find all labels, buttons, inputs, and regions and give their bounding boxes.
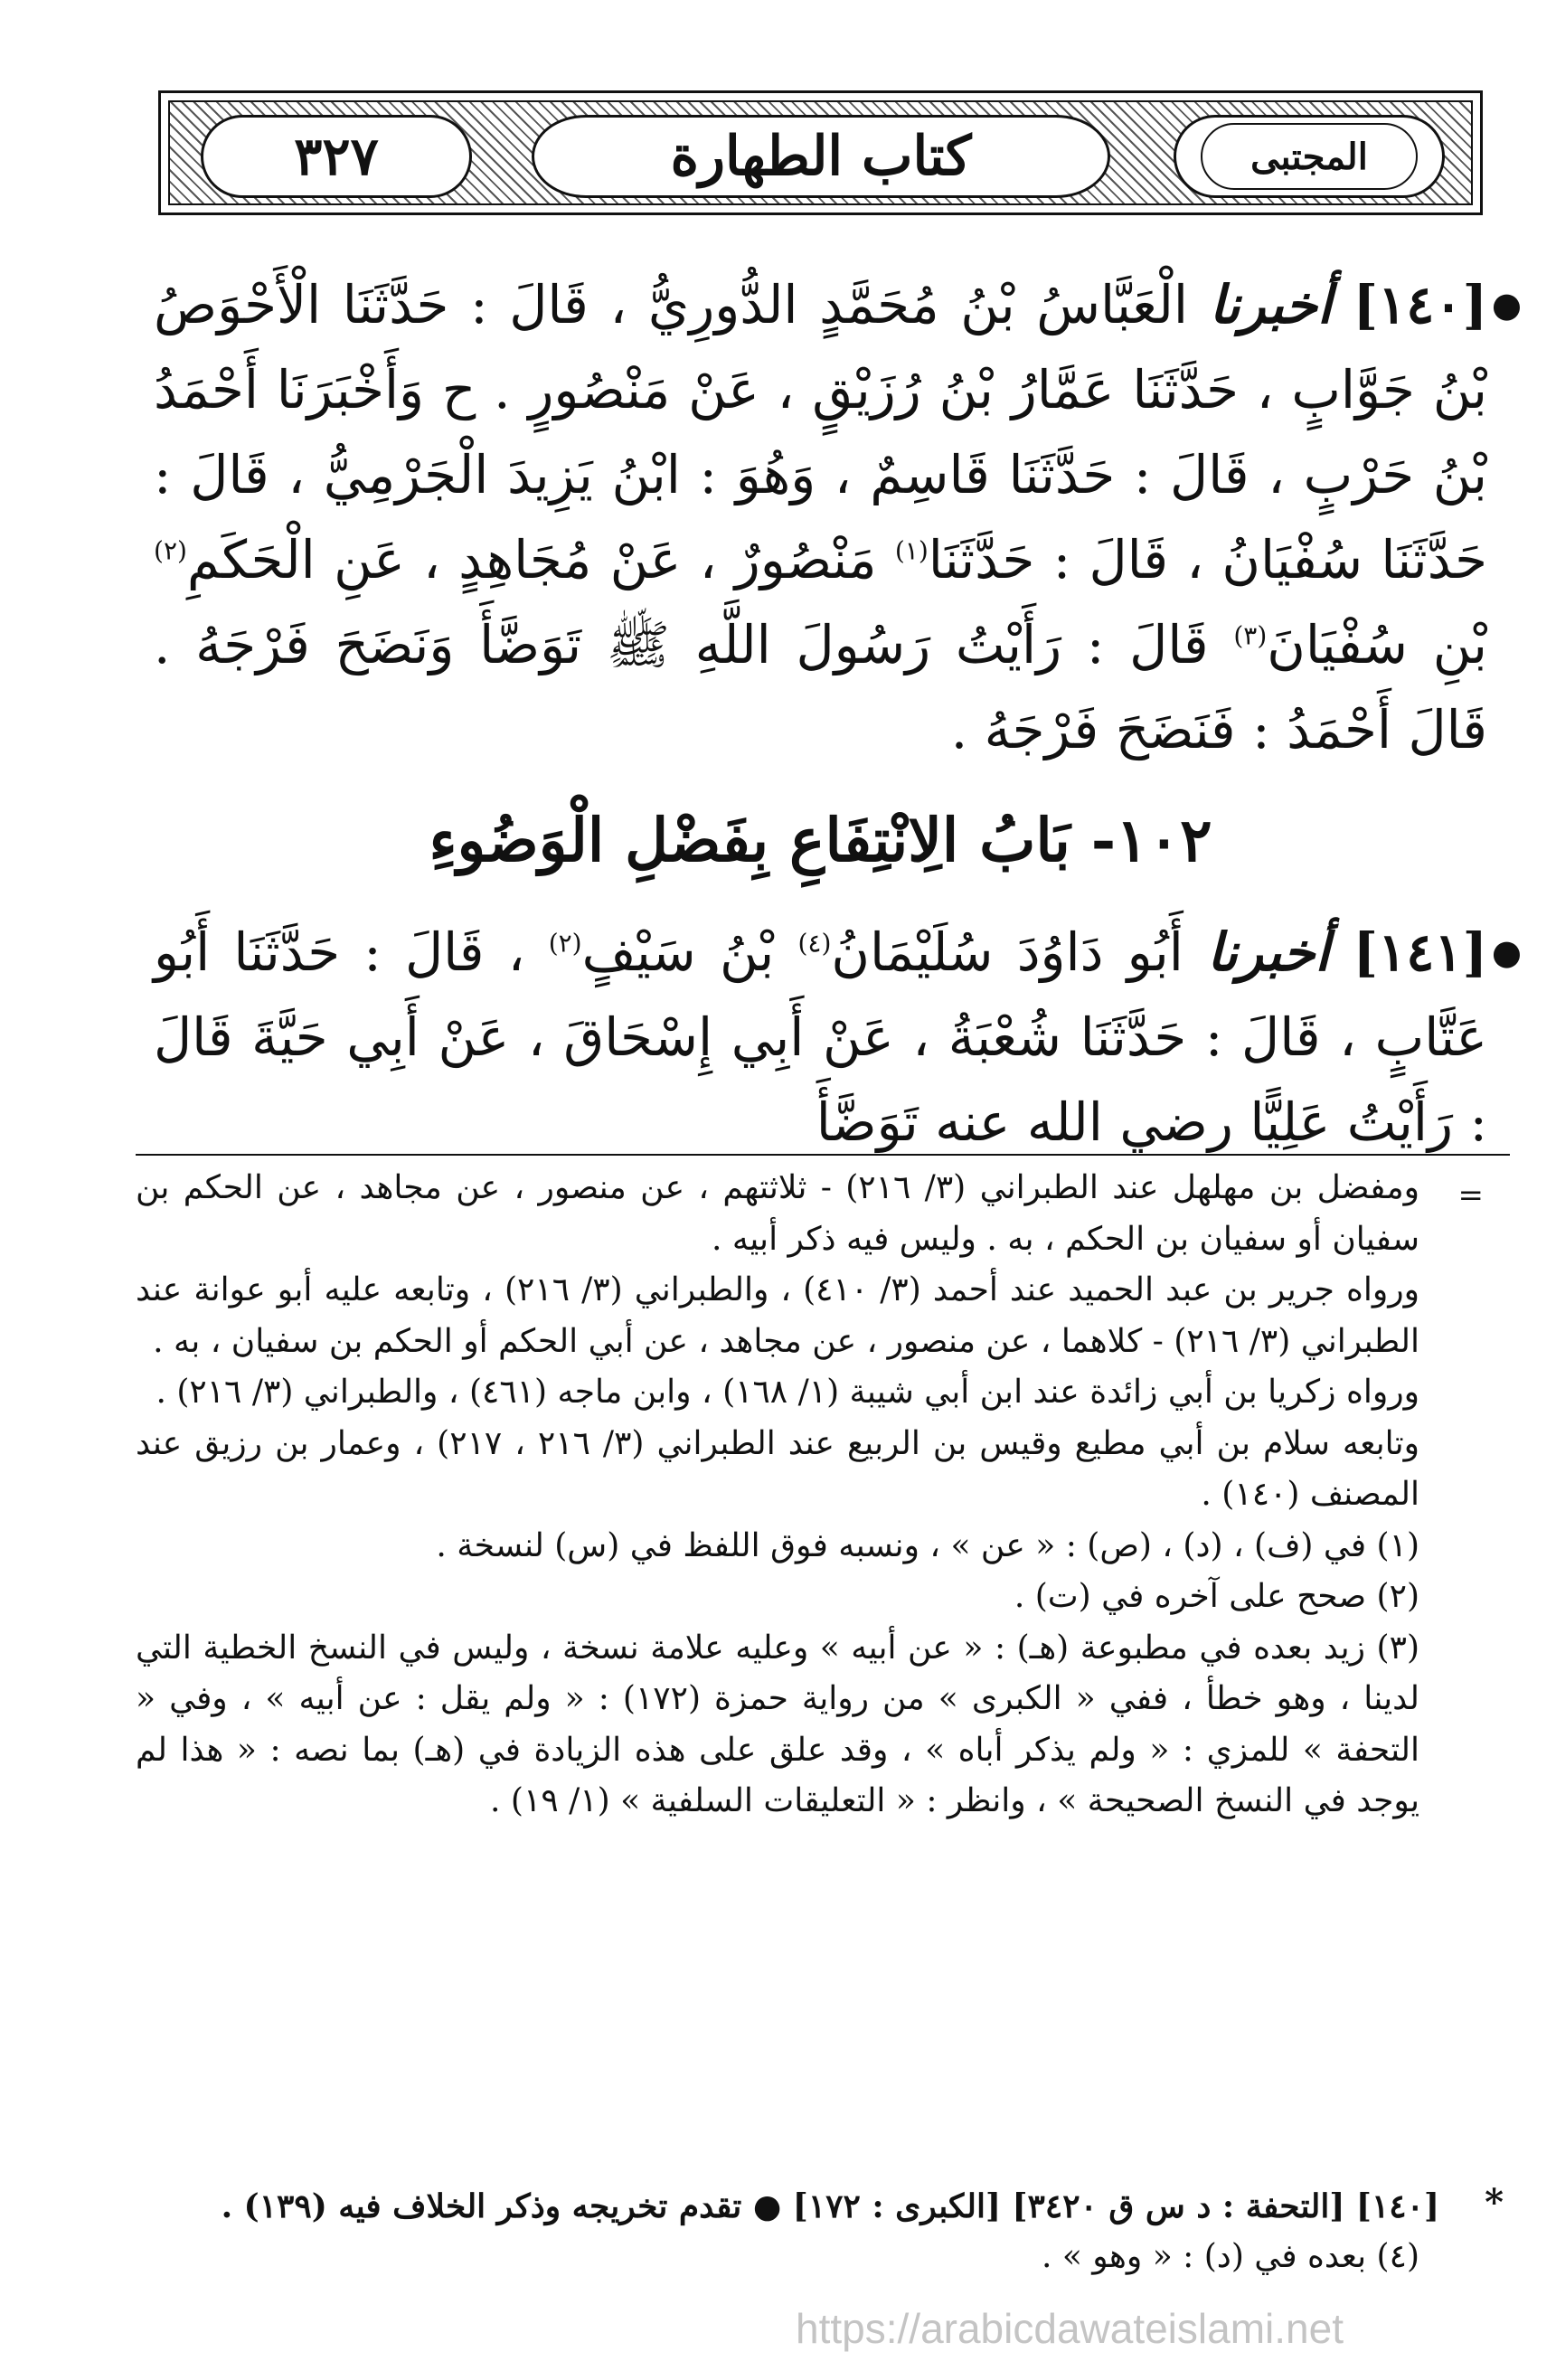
hadith-text: بْنُ سَيْفٍ [581, 921, 775, 983]
footnote-continued: ورواه زكريا بن أبي زائدة عند ابن أبي شيبة (١/ ١٦٨) ، وابن ماجه (٤٦١) ، والطبراني (٣/ ٢١٦) . [156, 1374, 1419, 1411]
watermark: https://arabicdawateislami.net [796, 2305, 1344, 2352]
hadith-text: أَبُو دَاوُدَ سُلَيْمَانُ [831, 921, 1184, 983]
hadith-text: ، قَالَ : حَدَّثَنَا أَبُو عَتَّابٍ ، قَالَ : حَدَّثَنَا شُعْبَةُ ، عَنْ أَبِي إِسْحَاقَ ، عَنْ أَبِي حَيَّةَ قَالَ : رَأَيْتُ عَلِيًّا رضي الله عنه تَوَضَّأَ [154, 921, 1487, 1153]
hadith-text: مَنْصُورٌ ، عَنْ مُجَاهِدٍ ، عَنِ الْحَكَمِ [186, 529, 877, 590]
main-text [154, 262, 1522, 1165]
takhrij-note: [١٤٠] [التحفة : د س ق ٣٤٢٠] [الكبرى : ١٧٢] ● تقدم تخريجه وذكر الخلاف فيه (١٣٩) . [221, 2187, 1439, 2225]
hadith-opener: أخبرنا [1207, 921, 1330, 983]
series-cartouche [1174, 115, 1445, 198]
footnote-4: (٤) بعده في (د) : « وهو » . [1041, 2238, 1419, 2275]
hadith-141 [154, 910, 1522, 1165]
footnote-3: (٣) زيد بعده في مطبوعة (هـ) : « عن أبيه » وعليه علامة نسخة ، وليس في النسخ الخطية التي لدينا ، وهو خطأ ، ففي « الكبرى » من رواية حمزة (١٧٢) : « ولم يقل : عن أبيه » ، وفي « التحفة » للمزي : « ولم يذكر أباه » ، وقد علق على هذه الزيادة في (هـ) بما نصه : « هذا لم يوجد في النسخ الصحيحة » ، وانظر : « التعليقات السلفية » (١/ ١٩) . [136, 1629, 1420, 1819]
footnote-divider [136, 1154, 1510, 1156]
book-title: كتاب الطهارة [670, 125, 972, 188]
page-number: ٣٢٧ [294, 126, 379, 187]
star-icon: * [1485, 2181, 1504, 2224]
hadith-140 [154, 262, 1522, 772]
footnote-continued: ومفضل بن مهلهل عند الطبراني (٣/ ٢١٦) - ثلاثتهم ، عن منصور ، عن مجاهد ، عن الحكم بن سفيان أو سفيان بن الحكم ، به . وليس فيه ذكر أبيه . [136, 1169, 1419, 1258]
hadith-text: بْنِ سُفْيَانَ [1267, 614, 1487, 675]
chapter-heading: ١٠٢- بَابُ الِانْتِفَاعِ بِفَضْلِ الْوَضُوءِ [429, 805, 1212, 875]
page-header [158, 90, 1483, 215]
footnote-1: (١) في (ف) ، (د) ، (ص) : « عن » ، ونسبه فوق اللفظ في (س) لنسخة . [436, 1526, 1419, 1564]
footnotes [136, 1163, 1419, 1828]
hadith-number: [١٤١] [1353, 921, 1488, 983]
footnote-ref: (٢) [548, 928, 582, 959]
hadith-number: [١٤٠] [1353, 274, 1488, 335]
bullet-icon: ● [1491, 285, 1522, 325]
bullet-icon: ● [1491, 932, 1522, 972]
footnote-ref: (٣) [1233, 620, 1268, 651]
footnote-ref: (٤) [797, 928, 832, 959]
series-title: المجتبى [1250, 135, 1368, 178]
book-title-cartouche [532, 115, 1110, 198]
hadith-opener: أخبرنا [1209, 274, 1332, 335]
page-number-cartouche [201, 115, 472, 198]
footnote-continued: ورواه جرير بن عبد الحميد عند أحمد (٣/ ٤١٠) ، والطبراني (٣/ ٢١٦) ، وتابعه عليه أبو عوانة عند الطبراني (٣/ ٢١٦) - كلاهما ، عن منصور ، عن مجاهد ، عن أبي الحكم أو الحكم بن سفيان ، به . [136, 1271, 1419, 1360]
header-ornament [168, 100, 1473, 205]
footnote-ref: (٢) [154, 535, 187, 566]
hadith-text: قَالَ : رَأَيْتُ رَسُولَ اللَّهِ ﷺ تَوَضَّأَ وَنَضَحَ فَرْجَهُ . قَالَ أَحْمَدُ : فَنَضَحَ فَرْجَهُ . [154, 614, 1487, 760]
footnote-2: (٢) صحح على آخره في (ت) . [1014, 1578, 1419, 1615]
footnote-continued: وتابعه سلام بن أبي مطيع وقيس بن الربيع عند الطبراني (٣/ ٢١٦ ، ٢١٧) ، وعمار بن رزيق عند المصنف (١٤٠) . [136, 1424, 1419, 1513]
continuation-mark: = [1457, 1177, 1484, 1214]
series-logo [1201, 123, 1418, 190]
hadith-text: الْعَبَّاسُ بْنُ مُحَمَّدٍ الدُّورِيُّ ، قَالَ : حَدَّثَنَا الْأَحْوَصُ بْنُ جَوَّابٍ ، حَدَّثَنَا عَمَّارُ بْنُ رُزَيْقٍ ، عَنْ مَنْصُورٍ . ح وَأَخْبَرَنَا أَحْمَدُ بْنُ حَرْبٍ ، قَالَ : حَدَّثَنَا قَاسِمٌ ، وَهُوَ : ابْنُ يَزِيدَ الْجَرْمِيُّ ، قَالَ : حَدَّثَنَا سُفْيَانُ ، قَالَ : حَدَّثَنَا [154, 274, 1487, 590]
footnote-ref: (١) [894, 535, 929, 566]
